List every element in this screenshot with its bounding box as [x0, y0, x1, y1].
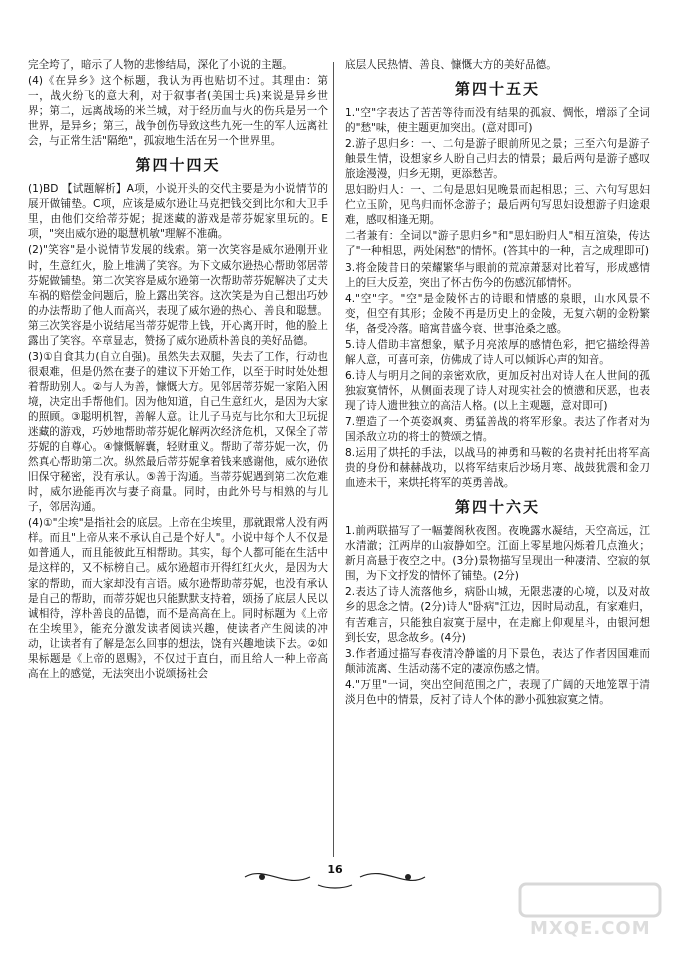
watermark-text: MXQE.COM	[530, 918, 651, 939]
answer-paragraph: 2.表达了诗人流落他乡，病卧山城，无限悲凄的心境，以及对故乡的思念之情。(2分)诗人"卧病"江边，因时局动乱，有家难归，有苦难言，只能独自寂寞于屋中，在走廊上仰观星斗，由银河想到长安，思念故乡。(4分)	[345, 586, 650, 644]
watermark	[510, 880, 670, 950]
answer-paragraph: 2.游子思归乡：一、二句是游子眼前所见之景；三至六句是游子触景生情，设想家乡人盼自己归去的情景；最后两句是游子感叹旅途漫漫，归乡无期，更添愁苦。	[345, 138, 650, 181]
day-heading: 第四十五天	[454, 80, 540, 99]
column-divider	[333, 62, 334, 857]
answer-paragraph: 1."空"字表达了苦苦等待而没有结果的孤寂、惆怅，增添了全词的"愁"味，使主题更加突出。(意对即可)	[345, 107, 650, 135]
answer-paragraph: 3.将金陵昔日的荣耀繁华与眼前的荒凉萧瑟对比着写，形成感情上的巨大反差，突出了怀古伤今的伤感沉郁情怀。	[345, 261, 650, 289]
answer-paragraph: 底层人民热情、善良、慷慨大方的美好品德。	[345, 59, 557, 71]
answer-paragraph: 7.塑造了一个英姿飒爽、勇猛善战的将军形象。表达了作者对为国杀敌立功的将士的赞颂之情。	[345, 415, 650, 444]
page-footer	[240, 863, 430, 891]
answer-paragraph: 8.运用了烘托的手法，以战马的神勇和马鞍的名贵衬托出将军高贵的身份和赫赫战功，以将军结束后沙场月寒、战鼓犹震和金刀血迹未干，来烘托将军的英勇善战。	[345, 447, 650, 490]
day-heading: 第四十六天	[454, 498, 540, 517]
left-column	[28, 58, 328, 682]
answer-paragraph: 6.诗人与明月之间的亲密欢欣，更加反衬出对诗人在人世间的孤独寂寞情怀，从侧面表现了诗人对现实社会的愤懑和厌恶，也表现了诗人遗世独立的高洁人格。(以上主观题，意对即可)	[345, 369, 650, 412]
watermark-logo-icon	[510, 880, 670, 920]
answer-paragraph: 1.前两联描写了一幅萋阁秋夜图。夜晚露水凝结，天空高远，江水清澈；江两岸的山寂静如空。江面上零星地闪烁着几点渔火；新月高悬于夜空之中。(3分)景物描写呈现出一种凄清、空寂的氛围，为下文抒发的情怀了铺垫。(2分)	[345, 525, 650, 583]
answer-paragraph: 4."空"字。"空"是金陵怀古的诗眼和情感的泉眼，山水风景不变，但空有其形；金陵不再是历史上的金陵，无复六朝的金粉繁华，备受冷落。暗寓昔盛今衰、世事沧桑之感。	[345, 292, 650, 335]
answer-paragraph: 二者兼有：全词以"游子思归乡"和"思妇盼归人"相互渲染，传达了"一种相思，两处闲愁"的情怀。(答其中的一种，言之成理即可)	[345, 230, 650, 258]
answer-paragraph: 4."万里"一词，突出空间范围之广，表现了广阔的天地笼罩于清淡月色中的情景，反衬了诗人个体的渺小孤独寂寞之情。	[345, 678, 650, 706]
answer-paragraph: (4)《在异乡》这个标题，我认为再也贴切不过。其理由：第一，战火纷飞的意大利，对于叙事者(美国士兵)来说是异乡世界；第二，远离战场的米兰城，对于经历血与火的伤兵是另一个世界，是异乡；第三，战争创伤导致这些九死一生的军人远离社会，与正常生活"隔绝"，孤寂地生活在另一个世界里。	[28, 75, 328, 148]
answer-paragraph: (1)BD 【试题解析】A项，小说开头的交代主要是为小说情节的展开做铺垫。C项，应该是威尔逊让马克把钱交到比尔和大卫手里，由他们交给蒂芬妮；捉迷藏的游戏是蒂芬妮家里玩的。E项，"突出威尔逊的聪慧机敏"理解不准确。	[28, 183, 328, 241]
right-column	[345, 58, 650, 708]
answer-paragraph: 思妇盼归人：一、二句是思妇见晚景而起相思；三、六句写思妇伫立玉阶，见鸟归而怀念游子；最后两句写思妇设想游子归途艰难，感叹相逢无期。	[345, 184, 650, 227]
answer-paragraph: 5.诗人借助丰富想象，赋予月亮浓厚的感情色彩，把它描绘得善解人意，可喜可亲，仿佛成了诗人可以倾诉心声的知音。	[345, 338, 650, 366]
answer-paragraph: (4)①"尘埃"是指社会的底层。上帝在尘埃里，那就跟常人没有两样。而且"上帝从来不承认自己是个好人"。小说中每个人不仅是如普通人，而且能彼此互相帮助。其实，每个人都可能在生活中是这样的，又不标榜自己。威尔逊超市开得红红火火，是因为大家的帮助，而大家却没有言语。威尔逊帮助蒂芬妮，也没有承认是自己的帮助，而蒂芬妮也只能默默支持着，颂扬了底层人民以诚相待，淳朴善良的品德，而不是高高在上。同时标题为《上帝在尘埃里》，能充分激发读者阅读兴趣，使读者产生阅读的冲动，让读者有了解是怎么回事的想法，饶有兴趣地读下去。②如果标题是《上帝的恩赐》，不仅过于直白，而且给人一种上帝高高在上的感觉，无法突出小说颂扬社会	[28, 517, 328, 680]
answer-paragraph: (2)"笑容"是小说情节发展的线索。第一次笑容是威尔逊刚开业时，生意红火，脸上堆满了笑容。为下文威尔逊热心帮助邻居蒂芬妮做铺垫。第二次笑容是威尔逊第一次帮助蒂芬妮解决了丈夫车祸的赔偿金问题后，脸上露出笑容。这次笑是为自己想出巧妙的办法帮助了他人而高兴，表现了威尔逊的热心、善良和聪慧。第三次笑容是小说结尾当蒂芬妮带上钱，开心离开时，他的脸上露出了笑容。卒章显志，赞扬了威尔逊质朴善良的美好品德。	[28, 244, 328, 347]
page-number: 16	[327, 863, 343, 876]
answer-paragraph: 3.作者通过描写春夜清冷静谧的月下景色，表达了作者因国难而颠沛流离、生活动荡不定的凄凉伤感之情。	[345, 647, 650, 675]
answer-paragraph: 完全垮了，暗示了人物的悲惨结局，深化了小说的主题。	[28, 59, 293, 71]
answer-paragraph: (3)①自食其力(自立自强)。虽然失去双腿，失去了工作，行动也很艰难，但是仍然在妻子的建议下开始工作，以至于时时处处想着帮助别人。②与人为善，慷慨大方。见邻居蒂芬妮一家陷入困境，决定出手帮他们。因为他知道，自己生意红火，是因为大家的照顾。③聪明机智，善解人意。让儿子马克与比尔和大卫玩捉迷藏的游戏，巧妙地帮助蒂芬妮化解两次经济危机，又保全了蒂芬妮的自尊心。④慷慨解囊，轻财重义。帮助了蒂芬妮一次，仍然真心帮助第二次。纵然最后蒂芬妮拿着钱来感谢他，威尔逊依旧保守秘密，没有承认。⑤善于沟通。当蒂芬妮遇到第二次危难时，威尔逊能再次与妻子商量。同时，由此外号与相熟的与儿子，邻居沟通。	[28, 350, 328, 514]
day-heading: 第四十四天	[135, 156, 221, 175]
